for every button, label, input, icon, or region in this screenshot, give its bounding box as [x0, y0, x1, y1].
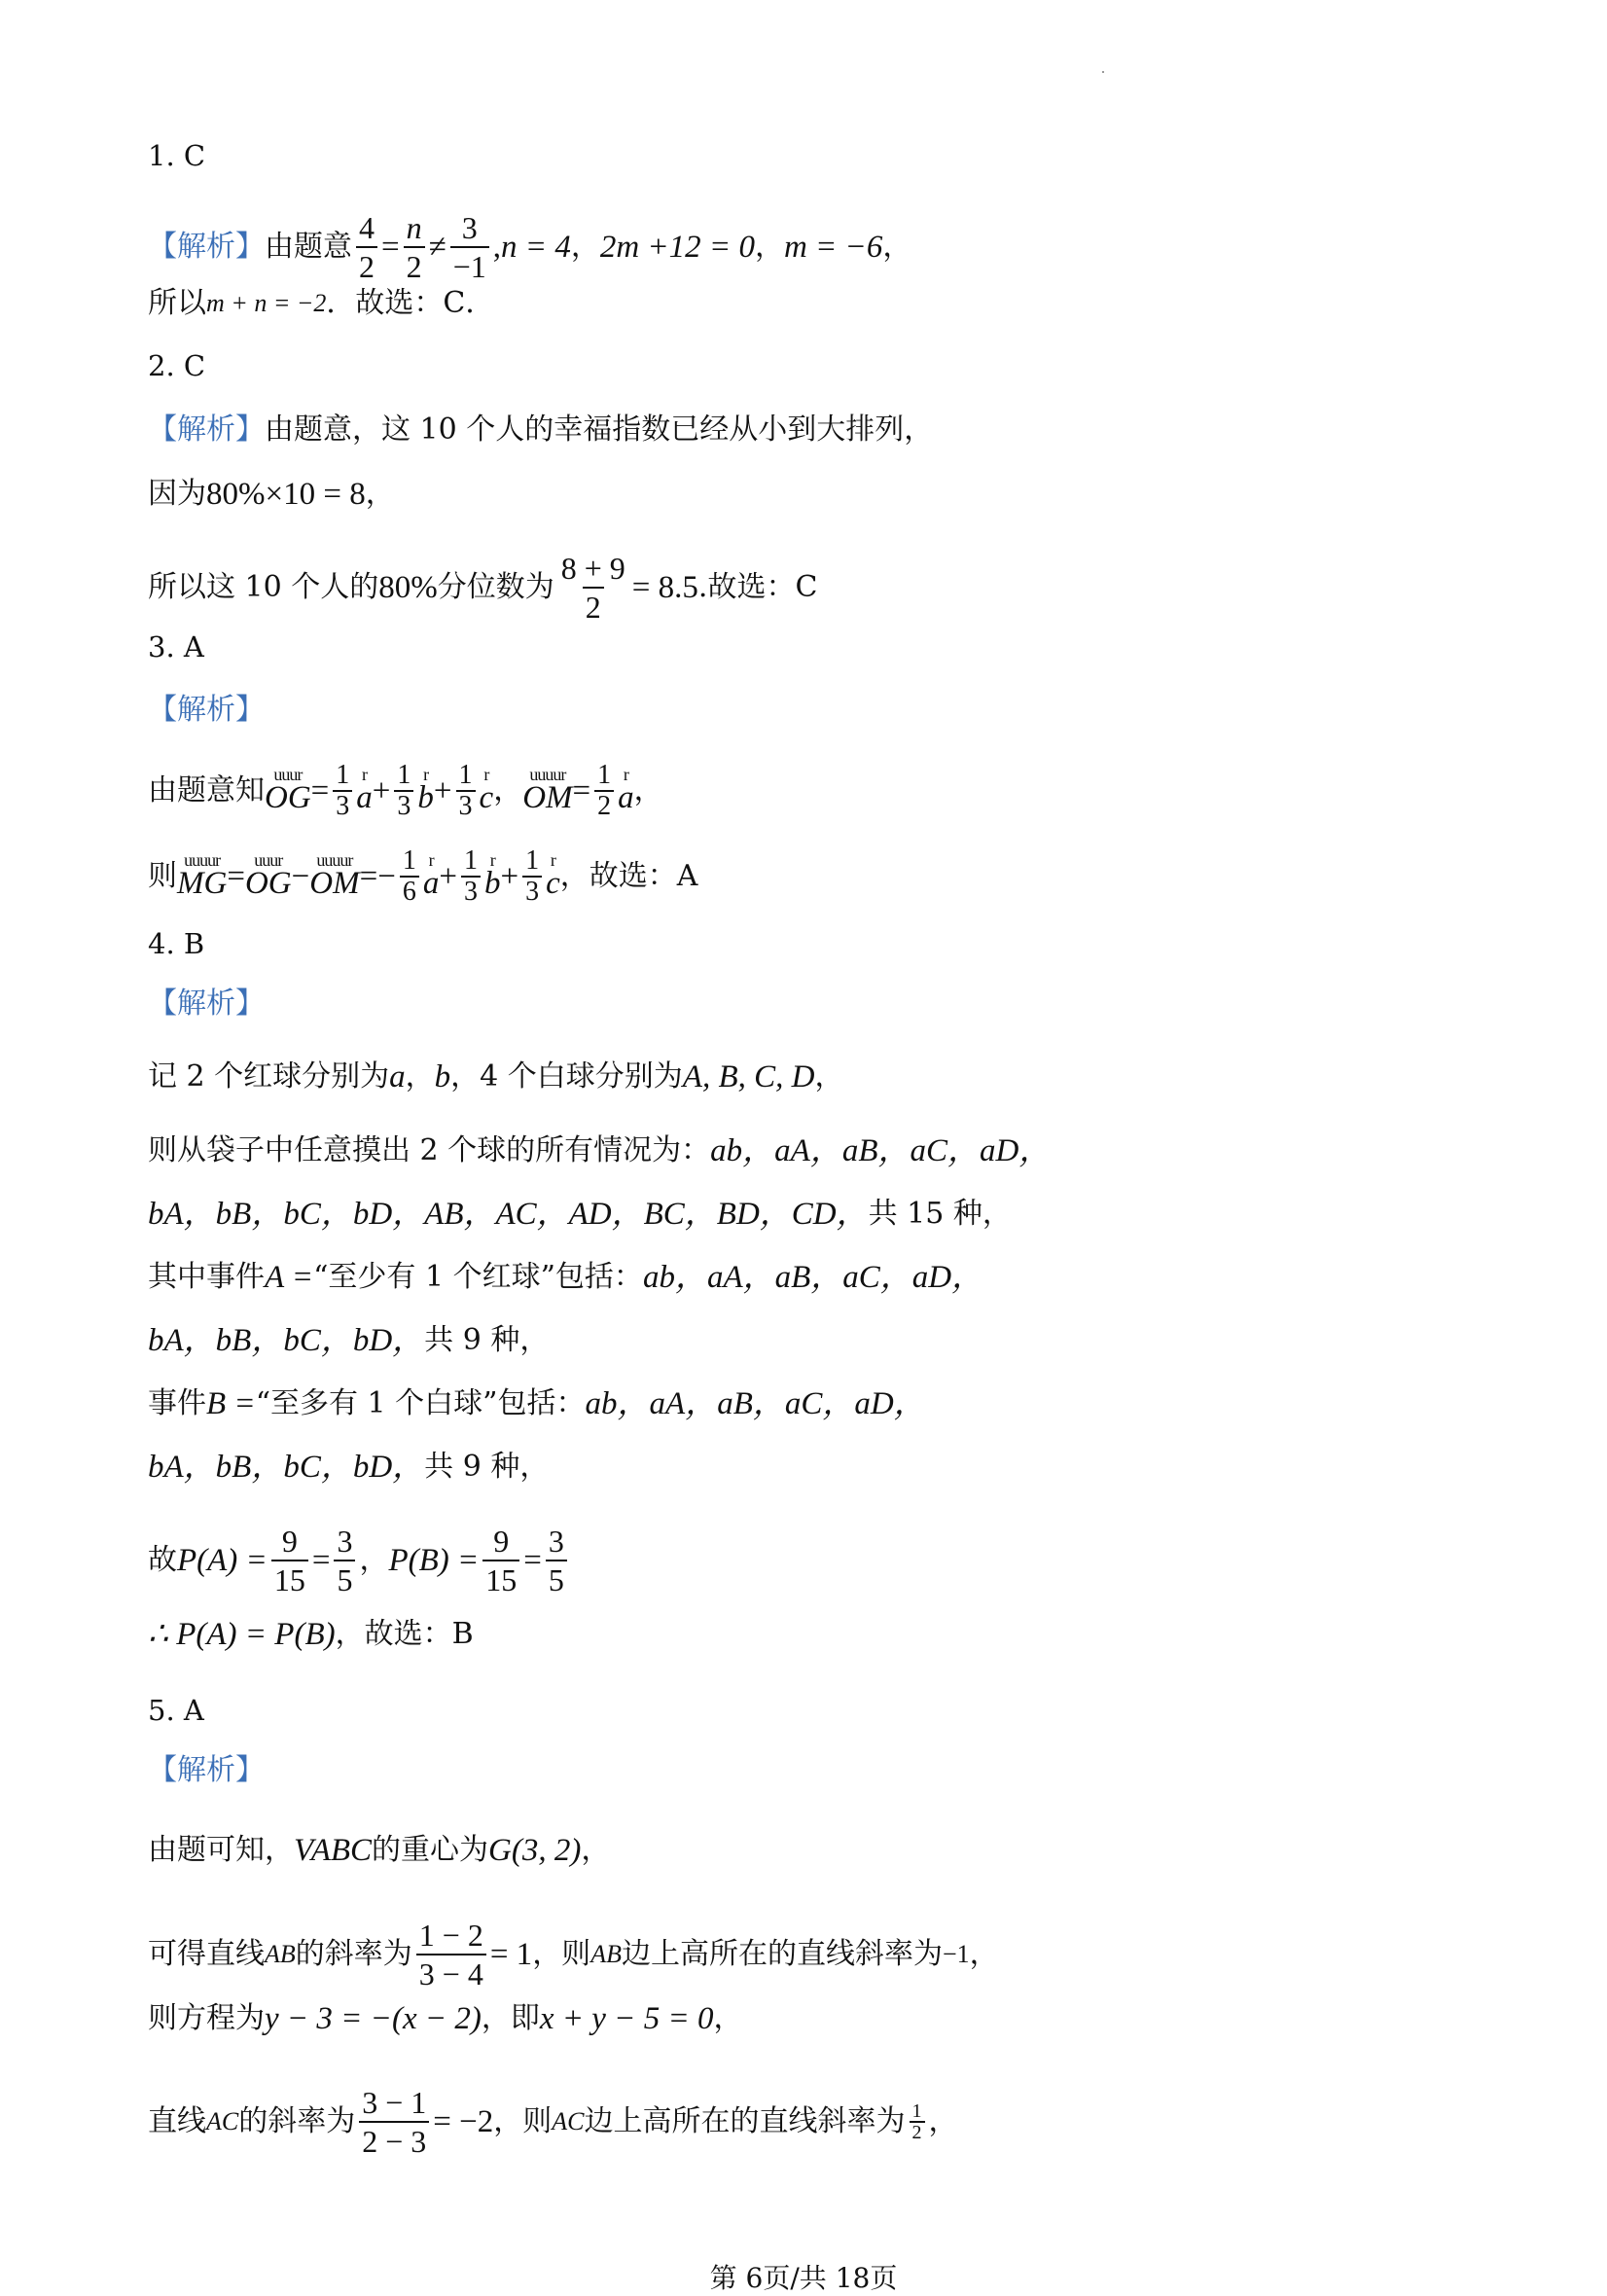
frac-num: 3: [337, 1524, 353, 1559]
vector-arrow: r: [362, 765, 368, 784]
q2-analysis-tag: 【解析】: [148, 413, 265, 447]
q1-answer: ．故选：C．: [326, 286, 495, 320]
page-footer: 第 6页/共 18页: [709, 2262, 898, 2294]
q2-line1: [148, 411, 933, 449]
q4-count: 共 15 种，: [868, 1197, 1012, 1231]
frac-num: 4: [359, 210, 375, 245]
frac-den: 3: [522, 876, 542, 907]
q3-number: [148, 628, 204, 666]
q2-calc: 80%×10 = 8: [206, 477, 366, 512]
q4-number-text: 4. B: [148, 927, 205, 960]
vector-og: [244, 850, 292, 901]
q5-centroid: G(3, 2): [488, 1833, 582, 1868]
q3-then: 则: [148, 859, 177, 893]
q4-text: “至少有 1 个红球”包括：: [313, 1260, 643, 1294]
q5-analysis-tag: 【解析】: [148, 1753, 265, 1787]
equals: =: [523, 1543, 542, 1578]
q5-text: 的斜率为: [238, 2104, 356, 2138]
equals: =: [359, 859, 378, 894]
q1-analysis-tag: 【解析】: [148, 230, 265, 264]
q5-triangle: VABC: [294, 1833, 373, 1868]
q5-text: 的斜率为: [295, 1937, 412, 1971]
q4-line0: [148, 985, 265, 1023]
vector-label: a: [618, 780, 634, 815]
q4-outcomes: ab，aA，aB，aC，aD，: [710, 1133, 1052, 1168]
q5-equation: y − 3 = −(x − 2): [265, 2001, 482, 2036]
q4-text-a: 记 2 个红球分别为: [148, 1059, 390, 1094]
q1-number: [148, 136, 205, 175]
vector-arrow: uuur: [254, 850, 283, 870]
minus: −: [377, 859, 396, 894]
vector-arrow: r: [428, 850, 434, 870]
q4-pa: P(A) =: [177, 1543, 268, 1578]
frac-den: 5: [334, 1560, 355, 1598]
vector-arrow: r: [623, 765, 628, 784]
q4-count: 共 9 种，: [424, 1450, 550, 1484]
q5-slope-value: = −2: [433, 2104, 494, 2139]
equals: =: [310, 773, 330, 808]
vector-arrow: r: [489, 850, 495, 870]
vector-arrow: r: [423, 765, 429, 784]
q2-line2: [148, 475, 395, 514]
q4-text: 事件: [148, 1386, 206, 1420]
sep: ，: [405, 1059, 435, 1094]
q4-line1: [148, 1058, 843, 1096]
q3-prefix: 由题意知: [148, 773, 265, 807]
sep: ，: [493, 773, 523, 807]
vector-label: OG: [265, 780, 311, 815]
q5-text: 边上高所在的直线斜率为: [584, 2104, 906, 2138]
q4-number: [148, 924, 204, 963]
q2-line3: [148, 550, 817, 626]
q5-number-text: 5. A: [148, 1694, 204, 1727]
q2-text: 由题意，这 10 个人的幸福指数已经从小到大排列，: [265, 413, 934, 447]
plus: +: [372, 773, 391, 808]
frac: [546, 1523, 567, 1598]
vector-c: [546, 850, 560, 901]
q4-line4: [148, 1258, 983, 1297]
q5-line2: [148, 1917, 999, 1992]
frac-num: 1: [402, 845, 416, 876]
frac-den: 3: [461, 876, 481, 907]
frac-num: 1 − 2: [418, 1918, 483, 1953]
q4-text-c: ，4 个白球分别为: [450, 1059, 683, 1094]
q5-line1: [148, 1831, 610, 1870]
frac-den: 2: [910, 2121, 925, 2142]
vector-arrow: uuuur: [529, 765, 566, 784]
q5-line4: [148, 2084, 958, 2160]
q2-fraction: [558, 550, 628, 626]
sep: ，: [882, 230, 912, 264]
sep: ，: [581, 1833, 611, 1867]
not-equal: ≠: [428, 230, 446, 265]
frac-den: 2: [583, 587, 604, 626]
q2-because: 因为: [148, 477, 206, 511]
frac-den: 3: [333, 790, 352, 821]
equals: =: [572, 773, 591, 808]
q4-line8: [148, 1523, 571, 1598]
q2-percent: 80%: [378, 570, 438, 605]
frac-den: 15: [482, 1560, 519, 1598]
q5-perp-slope: −1: [942, 1940, 970, 1968]
vector-b: [417, 765, 434, 815]
sep: ，: [570, 230, 600, 264]
vector-arrow: uuur: [273, 765, 303, 784]
vector-a: [356, 765, 373, 815]
q5-perp-slope: [910, 2101, 925, 2142]
frac: [271, 1523, 308, 1598]
q4-line5: [148, 1321, 549, 1360]
q4-conclusion: ∴ P(A) = P(B): [148, 1617, 336, 1652]
frac-num: 3 − 1: [362, 2085, 427, 2120]
q3-line1: [148, 761, 663, 821]
comma: ,: [492, 230, 502, 265]
frac-num: 1: [463, 845, 478, 876]
coef: [394, 761, 413, 821]
vector-a: [422, 850, 440, 901]
vector-label: MG: [177, 866, 228, 901]
q2-mid: 分位数为: [437, 570, 554, 604]
q4-outcomes: ab，aA，aB，aC，aD，: [585, 1386, 926, 1421]
q4-event-a: A =: [265, 1260, 314, 1295]
q5-slope-ac: [359, 2084, 429, 2160]
q5-text: ，则: [493, 2104, 553, 2138]
frac-num: 8 + 9: [560, 551, 625, 586]
vector-arrow: r: [550, 850, 555, 870]
q4-answer: ，故选：B: [335, 1617, 474, 1651]
q3-number-text: 3. A: [148, 630, 204, 664]
q1-so: 所以: [148, 286, 206, 320]
q5-line0: [148, 1751, 265, 1790]
q4-line6: [148, 1384, 926, 1423]
plus: +: [433, 773, 452, 808]
q2-result: = 8.5: [631, 570, 698, 605]
frac-num: 3: [548, 1524, 564, 1559]
vector-arrow: uuuur: [316, 850, 353, 870]
q4-text: 其中事件: [148, 1260, 265, 1294]
q4-text: 故: [148, 1543, 177, 1577]
q4-var-b: b: [434, 1059, 451, 1094]
vector-label: b: [417, 780, 434, 815]
q4-text: 则从袋子中任意摸出 2 个球的所有情况为：: [148, 1133, 711, 1167]
frac-num: 1: [458, 760, 473, 790]
frac-den: 15: [271, 1560, 308, 1598]
frac-den: 3: [456, 790, 476, 821]
vector-label: a: [422, 866, 440, 901]
q5-text: 则方程为: [148, 2001, 265, 2035]
q4-line2: [148, 1131, 1051, 1170]
frac-num: 1: [597, 760, 612, 790]
q1-fraction-1: [356, 209, 377, 285]
q5-ab: AB: [590, 1940, 622, 1968]
sep: ，: [713, 2001, 743, 2035]
q5-equation: x + y − 5 = 0: [539, 2001, 714, 2036]
vector-b: [483, 850, 501, 901]
frac: [482, 1523, 519, 1598]
frac-den: 6: [400, 876, 419, 907]
vector-c: [479, 765, 494, 815]
frac-num: 3: [461, 210, 478, 245]
q4-line3: [148, 1195, 1012, 1234]
q5-line3: [148, 1999, 742, 2038]
frac-den: 2 − 3: [359, 2121, 429, 2160]
q4-outcomes: bA，bB，bC，bD，: [148, 1323, 425, 1358]
vector-arrow: uuuur: [184, 850, 221, 870]
sep: ，: [633, 773, 663, 807]
vector-mg: [177, 850, 228, 901]
vector-om: [309, 850, 360, 901]
q1-line1: [148, 209, 911, 285]
q1-n-value: n = 4: [501, 230, 571, 265]
coef: [461, 846, 481, 907]
sep: ，: [814, 1059, 844, 1094]
q1-number-text: 1. C: [148, 139, 206, 172]
q3-line0: [148, 691, 265, 730]
frac-num: n: [406, 210, 422, 245]
plus: +: [500, 859, 519, 894]
q5-text: ，则: [532, 1937, 591, 1971]
q3-line2: [148, 846, 697, 907]
vector-om: [522, 765, 573, 815]
vector-label: c: [479, 780, 494, 815]
frac-num: 9: [281, 1524, 298, 1559]
equals: =: [311, 1543, 331, 1578]
q5-text: 直线: [148, 2104, 206, 2138]
coef: [594, 761, 614, 821]
vector-og: [265, 765, 311, 815]
q2-number-text: 2. C: [148, 349, 206, 382]
q1-line2: [148, 284, 494, 323]
frac: [334, 1523, 355, 1598]
q4-white-balls: A, B, C, D: [682, 1059, 815, 1094]
q1-equation: 2m +12 = 0: [599, 230, 755, 265]
vector-a: [618, 765, 634, 815]
plus: +: [439, 859, 457, 894]
equals: =: [227, 859, 245, 894]
frac-den: 3: [394, 790, 413, 821]
q5-ac: AC: [552, 2107, 585, 2135]
q5-text: 由题可知，: [148, 1833, 294, 1867]
frac-den: 3 − 4: [416, 1954, 486, 1992]
q2-so: 所以这 10 个人的: [148, 570, 379, 604]
frac-num: 9: [493, 1524, 510, 1559]
q5-text: ，即: [481, 2001, 540, 2035]
q4-pb: P(B) =: [388, 1543, 480, 1578]
q5-slope-value: = 1: [489, 1937, 533, 1972]
q1-prefix: 由题意: [265, 230, 352, 264]
sep: ，: [969, 1937, 999, 1971]
coef: [456, 761, 476, 821]
sep: ，: [754, 230, 784, 264]
q2-number: [148, 346, 205, 385]
vector-arrow: r: [483, 765, 489, 784]
frac-num: 1: [911, 2100, 922, 2122]
frac-num: 1: [336, 760, 350, 790]
frac-den: 2: [356, 246, 377, 285]
q1-fraction-3: [450, 209, 489, 285]
q3-analysis-tag: 【解析】: [148, 693, 265, 727]
equals: =: [381, 230, 400, 265]
vector-label: OG: [244, 866, 292, 901]
vector-label: OM: [309, 866, 360, 901]
q5-text: 边上高所在的直线斜率为: [621, 1937, 943, 1971]
frac-num: 1: [397, 760, 411, 790]
q5-text: 可得直线: [148, 1937, 265, 1971]
q4-line7: [148, 1448, 549, 1487]
q1-m-value: m = −6: [783, 230, 883, 265]
q4-text: “至多有 1 个白球”包括：: [255, 1386, 586, 1420]
frac-den: 5: [546, 1560, 567, 1598]
q4-analysis-tag: 【解析】: [148, 987, 265, 1021]
q5-ab: AB: [265, 1940, 296, 1968]
q3-answer: ，故选：A: [559, 859, 698, 893]
q4-count: 共 9 种，: [424, 1323, 550, 1357]
q5-slope-ab: [416, 1917, 486, 1992]
vector-label: a: [356, 780, 373, 815]
q4-event-b: B =: [206, 1386, 256, 1421]
coef: [333, 761, 352, 821]
frac-num: 1: [525, 845, 540, 876]
q5-ac: AC: [206, 2107, 239, 2135]
frac-den: 2: [594, 790, 614, 821]
q5-text: 的重心为: [372, 1833, 489, 1867]
q4-outcomes: ab，aA，aB，aC，aD，: [642, 1260, 984, 1295]
q1-sum: m + n = −2: [206, 289, 327, 317]
q4-outcomes: bA，bB，bC，bD，AB，AC，AD，BC，BD，CD，: [148, 1197, 869, 1232]
frac-den: −1: [450, 246, 489, 285]
coef: [400, 846, 419, 907]
q4-line9: [148, 1615, 474, 1654]
vector-label: OM: [522, 780, 573, 815]
frac-den: 2: [404, 246, 425, 285]
q4-outcomes: bA，bB，bC，bD，: [148, 1450, 425, 1485]
vector-label: c: [546, 866, 560, 901]
q1-fraction-2: [404, 209, 425, 285]
q4-var-a: a: [389, 1059, 406, 1094]
sep: ，: [365, 477, 395, 511]
sep: ，: [359, 1543, 389, 1577]
coef: [522, 846, 542, 907]
vector-label: b: [483, 866, 501, 901]
minus: −: [291, 859, 310, 894]
q2-answer: .故选：C: [697, 570, 818, 604]
sep: ，: [928, 2104, 958, 2138]
q5-number: [148, 1691, 204, 1730]
scan-speck: [1102, 71, 1104, 73]
